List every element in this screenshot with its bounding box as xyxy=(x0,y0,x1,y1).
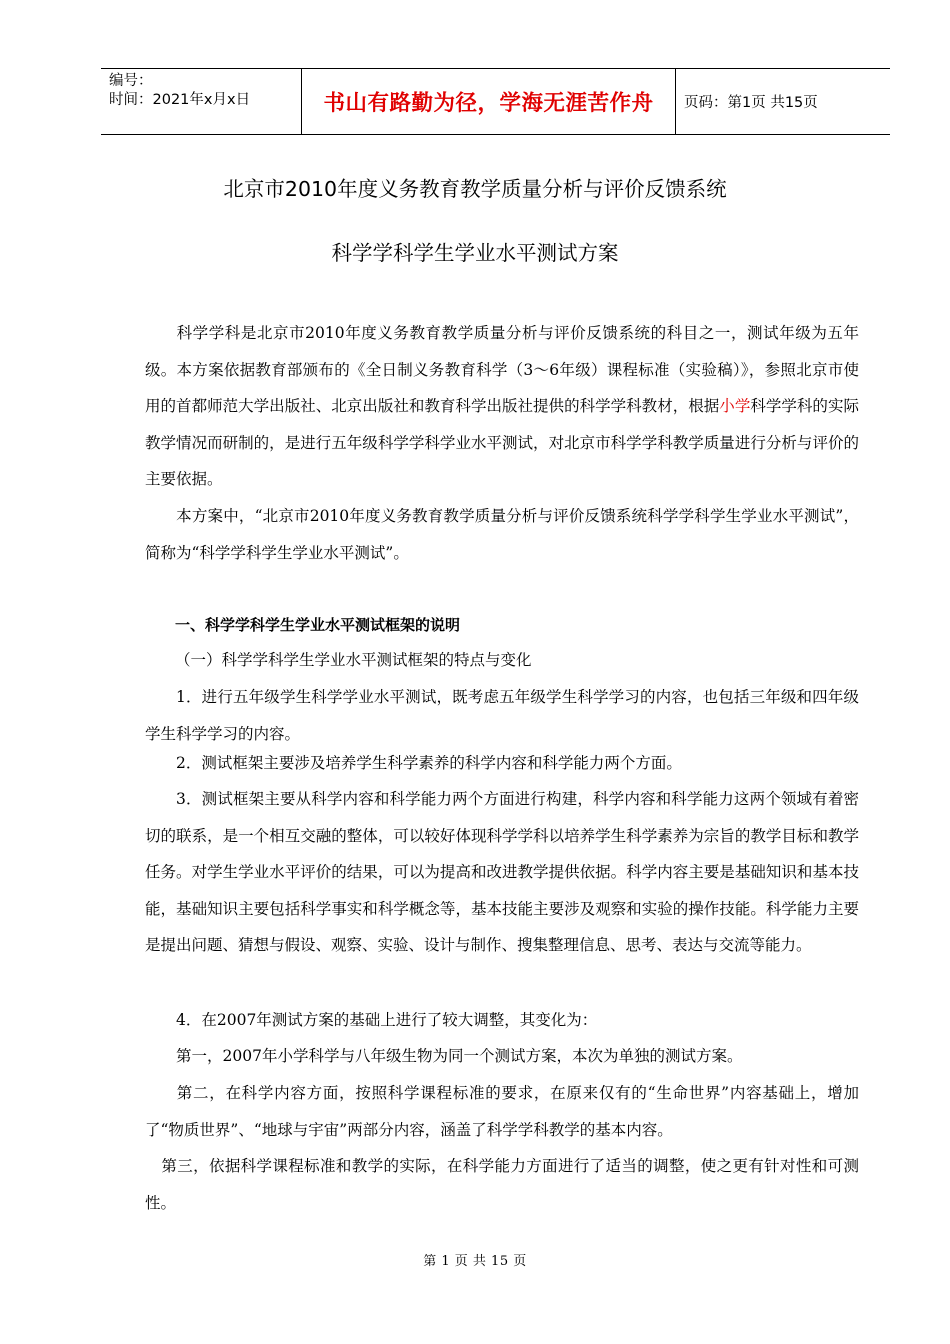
document-title: 北京市2010年度义务教育教学质量分析与评价反馈系统 xyxy=(223,177,727,201)
header-right-cell xyxy=(676,69,890,134)
list-item: 2．测试框架主要涉及培养学生科学素养的科学内容和科学能力两个方面。 xyxy=(176,754,682,772)
document-subtitle: 科学学科学生学业水平测试方案 xyxy=(331,241,619,265)
intro-paragraph-2: 本方案中，“北京市2010年度义务教育教学质量分析与评价反馈系统科学学科学生学业水平测试”，简称为“科学学科学生学业水平测试”。 xyxy=(145,507,859,562)
highlight-text: 小学 xyxy=(719,397,751,415)
list-item: 1．进行五年级学生科学学业水平测试，既考虑五年级学生科学学习的内容，也包括三年级和四年级学生科学学习的内容。 xyxy=(145,688,859,743)
time-label: 时间：2021年x月x日 xyxy=(109,92,251,108)
header-left-cell xyxy=(101,69,301,134)
header-motto-cell xyxy=(301,69,676,134)
section-subheading: （一）科学学科学生学业水平测试框架的特点与变化 xyxy=(175,651,532,669)
list-item: 4．在2007年测试方案的基础上进行了较大调整，其变化为： xyxy=(176,1011,598,1029)
section-heading: 一、科学学科学生学业水平测试框架的说明 xyxy=(175,616,461,634)
list-item: 第二，在科学内容方面，按照科学课程标准的要求，在原来仅有的“生命世界”内容基础上，增加了“物质世界”、“地球与宇宙”两部分内容，涵盖了科学学科教学的基本内容。 xyxy=(145,1084,859,1139)
motto-text: 书山有路勤为径，学海无涯苦作舟 xyxy=(323,91,654,116)
header-table xyxy=(101,68,890,135)
number-label: 编号： xyxy=(109,73,153,89)
page-info: 页码：第1页 共15页 xyxy=(684,95,818,111)
list-item: 第三，依据科学课程标准和教学的实际，在科学能力方面进行了适当的调整，使之更有针对性和可测性。 xyxy=(145,1157,859,1212)
intro-paragraph-1: 科学学科是北京市2010年度义务教育教学质量分析与评价反馈系统的科目之一，测试年级为五年级。本方案依据教育部颁布的《全日制义务教育科学（3～6年级）课程标准（实验稿）》，参照北京市使用的首都师范大学出版社、北京出版社和教育科学出版社提供的科学学科教材，根据小学科学学科的实际教学情况而研制的，是进行五年级科学学科学业水平测试，对北京市科学学科教学质量进行分析与评价的主要依据。 xyxy=(145,324,859,488)
list-item: 第一，2007年小学科学与八年级生物为同一个测试方案，本次为单独的测试方案。 xyxy=(176,1047,743,1065)
page-footer: 第 1 页 共 15 页 xyxy=(423,1254,527,1269)
list-item: 3．测试框架主要从科学内容和科学能力两个方面进行构建，科学内容和科学能力这两个领域有着密切的联系，是一个相互交融的整体，可以较好体现科学学科以培养学生科学素养为宗旨的教学目标和教学任务。对学生学业水平评价的结果，可以为提高和改进教学提供依据。科学内容主要是基础知识和基本技能，基础知识主要包括科学事实和科学概念等，基本技能主要涉及观察和实验的操作技能。科学能力主要是提出问题、猜想与假设、观察、实验、设计与制作、搜集整理信息、思考、表达与交流等能力。 xyxy=(145,790,859,954)
